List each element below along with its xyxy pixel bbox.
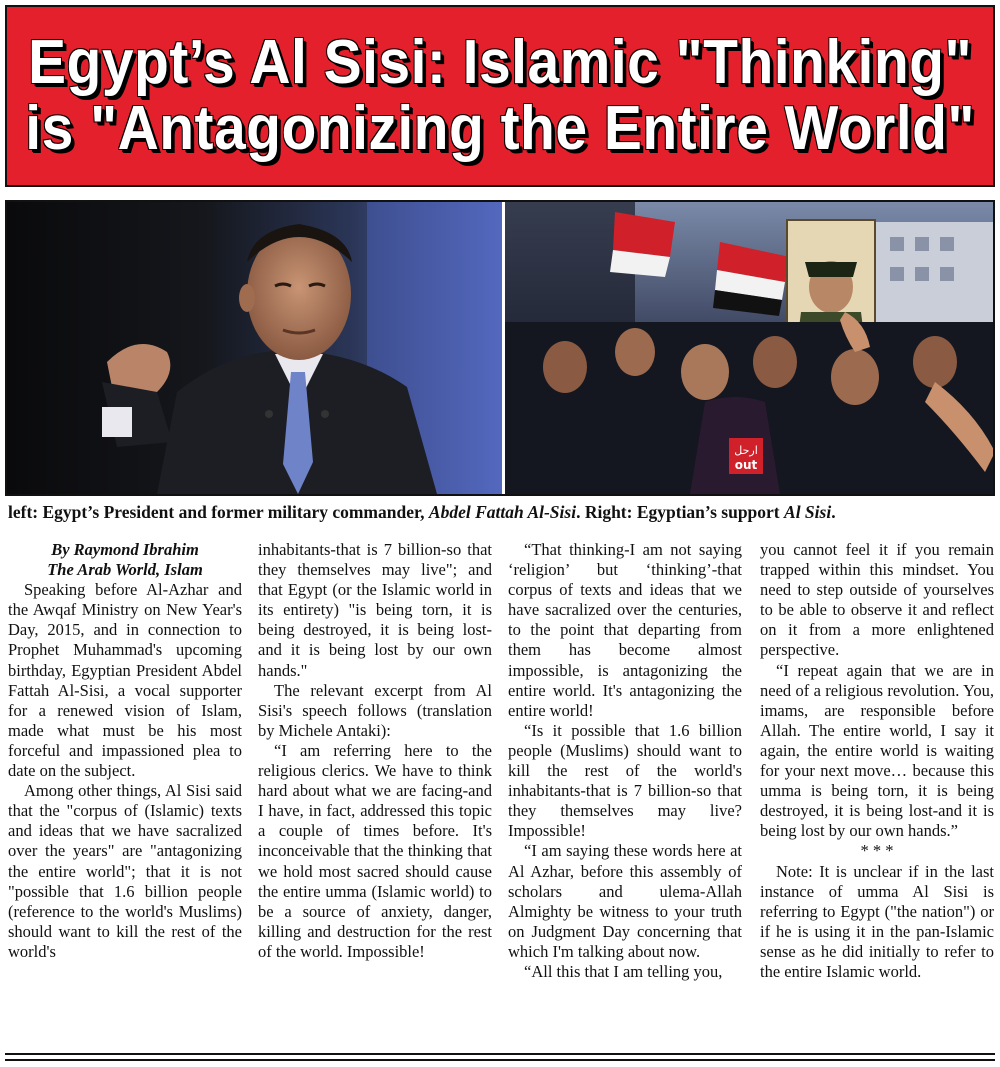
portrait-illustration bbox=[7, 202, 502, 494]
article-column-1 bbox=[8, 540, 242, 962]
section-divider-stars: * * * bbox=[860, 841, 894, 861]
headline-line-2: is "Antagonizing the Entire World" bbox=[25, 94, 975, 163]
caption-part-2: . Right: Egyptian’s support bbox=[576, 502, 785, 522]
paragraph: The relevant excerpt from Al Sisi's speech follows (translation by Michele Antaki): bbox=[258, 680, 492, 740]
byline-source: The Arab World, Islam bbox=[47, 560, 203, 580]
paragraph-note: Note: It is unclear if in the last instance of umma Al Sisi is referring to Egypt ("the nation") or if he is using it in the pan-Islamic sense as he did initially to refer to the entire Islamic world. bbox=[760, 861, 994, 981]
paragraph: Among other things, Al Sisi said that the "corpus of (Islamic) texts and ideas that we have sacralized over the years" are "antagonizing the entire world"; that it is not "possible that 1.6 billion people (reference to the world's Muslims) should want to kill the rest of the world's bbox=[8, 781, 242, 961]
headline-line-1: Egypt’s Al Sisi: Islamic "Thinking" bbox=[28, 28, 972, 97]
headline-banner bbox=[5, 5, 995, 187]
paragraph: Speaking before Al-Azhar and the Awqaf Ministry on New Year's Day, 2015, and in connection to Prophet Muhammad's upcoming birthday, Egyptian President Abdel Fattah Al-Sisi, a vocal supporter for a renewed vision of Islam, made what must be his most forceful and impassioned plea to date on the subject. bbox=[8, 580, 242, 781]
paragraph: inhabitants-that is 7 billion-so that they themselves may live"; and that Egypt (or the Islamic world in its entirety) "is being torn, it is being destroyed, it is being lost-and it is being lost by our own hands." bbox=[258, 540, 492, 680]
article-column-4 bbox=[760, 540, 994, 982]
caption-part-1: left: Egypt’s President and former military commander, bbox=[8, 502, 429, 522]
paragraph: “I am saying these words here at Al Azhar, before this assembly of scholars and ulema-Allah Almighty be witness to your truth on Judgment Day concerning that which I'm talking about now. bbox=[508, 841, 742, 961]
article-column-2 bbox=[258, 540, 492, 962]
caption-name-1: Abdel Fattah Al-Sisi bbox=[428, 502, 577, 522]
paragraph: “Is it possible that 1.6 billion people (Muslims) should want to kill the rest of the world's inhabitants-that is 7 billion-so that they themselves may live? Impossible! bbox=[508, 720, 742, 841]
paragraph: “I repeat again that we are in need of a religious revolution. You, imams, are responsible before Allah. The entire world, I say it again, the entire world is waiting for your next move… because this umma is being torn, it is being destroyed, it is being lost-and it is being lost by our own hands.” bbox=[760, 660, 994, 841]
crowd-illustration bbox=[505, 202, 993, 494]
paragraph: “I am referring here to the religious clerics. We have to think hard about what we are facing-and I have, in fact, addressed this topic a couple of times before. It's inconceivable that the thinking that we hold most sacred should cause the entire umma (Islamic world) to be a source of anxiety, danger, killing and destruction for the rest of the world. Impossible! bbox=[258, 740, 492, 961]
byline-author: By Raymond Ibrahim bbox=[51, 540, 199, 559]
paragraph: “That thinking-I am not saying ‘religion’ but ‘thinking’-that corpus of texts and ideas that we have sacralized over the centuries, to the point that departing from them has become almost impossible, is antagonizing the entire world. It's antagonizing the entire world! bbox=[508, 540, 742, 720]
protest-sign-out: out bbox=[734, 458, 758, 472]
protest-sign-arabic: ارحل bbox=[734, 444, 758, 457]
paragraph: “All this that I am telling you, bbox=[524, 961, 723, 981]
photo-crowd-supporters bbox=[502, 202, 993, 494]
photo-caption bbox=[8, 502, 998, 523]
paragraph: you cannot feel it if you remain trapped within this mindset. You need to step outside of yourselves to be able to observe it and reflect on it from a more enlightened perspective. bbox=[760, 540, 994, 660]
photo-strip bbox=[5, 200, 995, 496]
caption-part-3: . bbox=[831, 502, 836, 522]
caption-name-2: Al Sisi bbox=[784, 502, 832, 522]
bottom-rule-1 bbox=[5, 1053, 995, 1055]
bottom-rule-2 bbox=[5, 1059, 995, 1061]
article-column-3 bbox=[508, 540, 742, 982]
photo-al-sisi-portrait bbox=[7, 202, 502, 494]
